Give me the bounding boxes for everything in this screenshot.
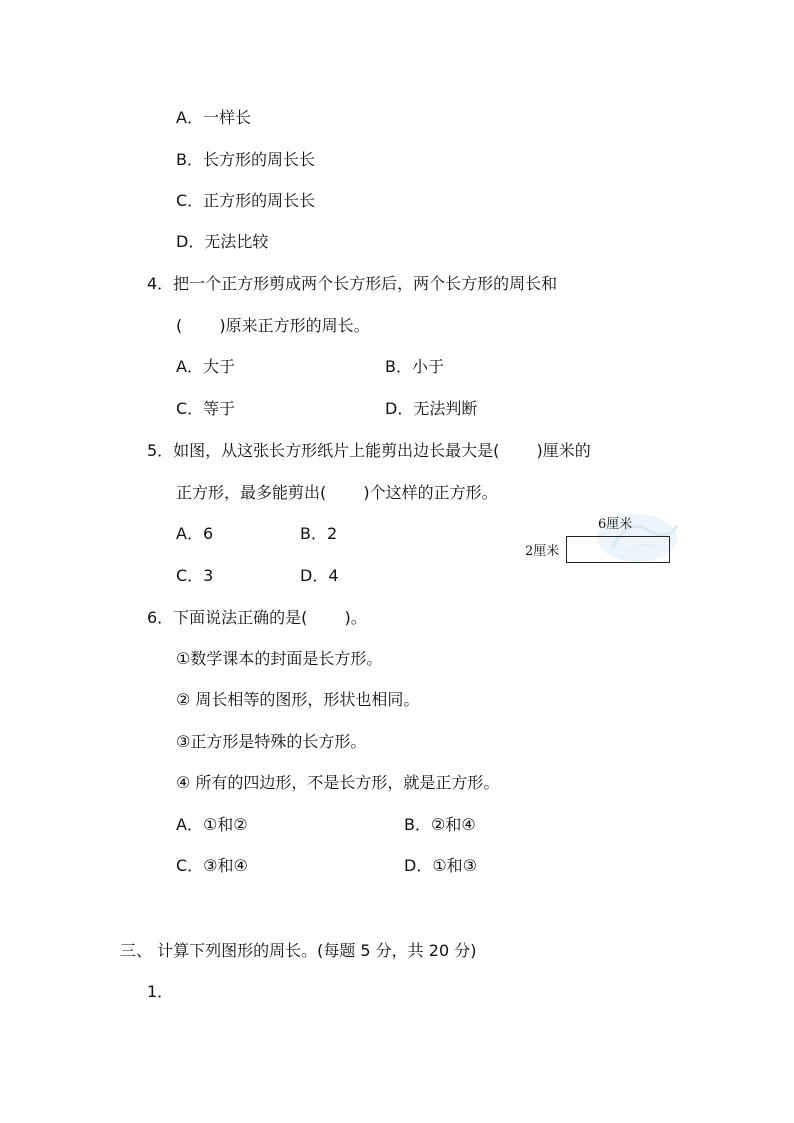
rectangle-figure [520,508,680,568]
q6-stem: 6．下面说法正确的是( )。 [147,608,367,627]
q3-option-c: C．正方形的周长长 [176,191,316,210]
q5-stem-line1: 5．如图，从这张长方形纸片上能剪出边长最大是( )厘米的 [147,441,591,460]
q4-option-a: A．大于 [176,357,235,376]
q3-option-d: D．无法比较 [176,232,269,251]
q5-option-b: B．2 [300,524,338,543]
q4-option-d: D．无法判断 [385,399,478,418]
q6-option-a: A．①和② [176,815,248,834]
q4-stem-line2: ( )原来正方形的周长。 [176,316,370,335]
figure-top-label: 6厘米 [598,517,633,532]
q5-option-a: A．6 [176,524,214,543]
q6-statement-3: ③正方形是特殊的长方形。 [176,732,367,751]
q5-option-c: C．3 [176,566,214,585]
q5-option-d: D．4 [300,566,339,585]
q4-option-c: C．等于 [176,399,236,418]
figure-left-label: 2厘米 [525,544,560,559]
q5-stem-line2: 正方形，最多能剪出( )个这样的正方形。 [176,483,498,502]
q6-option-c: C．③和④ [176,856,248,875]
q6-statement-4: ④ 所有的四边形，不是长方形，就是正方形。 [176,773,500,792]
section-3-title: 三、 计算下列图形的周长。(每题 5 分，共 20 分) [120,941,477,960]
q4-option-b: B．小于 [385,357,444,376]
q3-option-a: A．一样长 [176,108,251,127]
q6-option-d: D．①和③ [404,856,478,875]
figure-rectangle [566,536,670,563]
section-3-item-1: 1． [147,982,174,1001]
q4-stem-line1: 4．把一个正方形剪成两个长方形后，两个长方形的周长和 [147,274,558,293]
q3-option-b: B．长方形的周长长 [176,150,315,169]
q6-option-b: B．②和④ [404,815,476,834]
q6-statement-2: ② 周长相等的图形，形状也相同。 [176,690,420,709]
q6-statement-1: ①数学课本的封面是长方形。 [176,649,383,668]
